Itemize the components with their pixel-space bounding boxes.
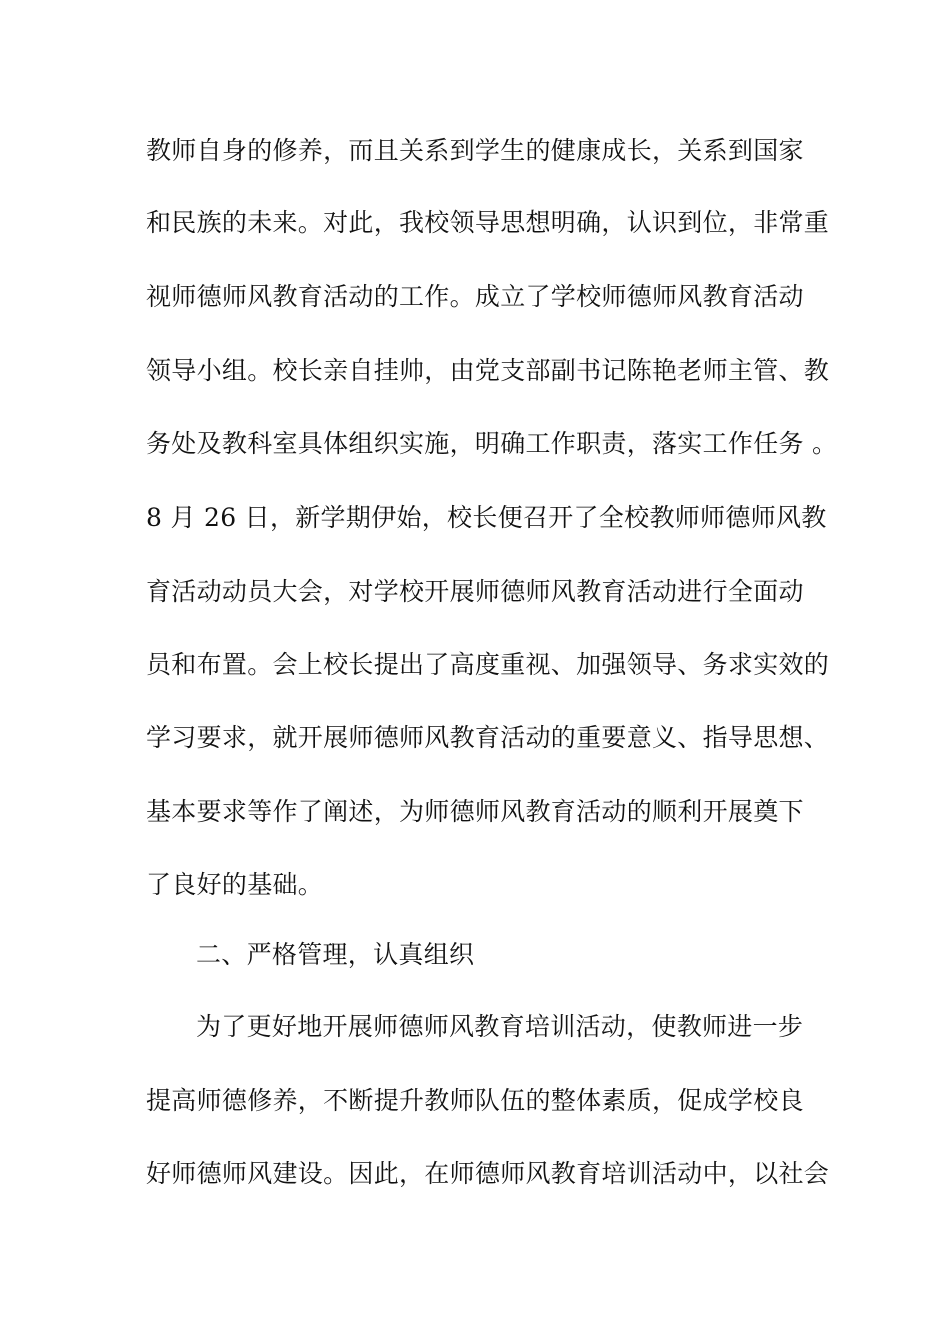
body-text-line: 好师德师风建设。因此，在师德师风教育培训活动中，以社会 (146, 1159, 830, 1188)
body-text-line: 教师自身的修养，而且关系到学生的健康成长，关系到国家 (146, 136, 804, 165)
body-text-line: 和民族的未来。对此，我校领导思想明确，认识到位，非常重 (146, 208, 830, 237)
section-heading: 二、严格管理，认真组织 (196, 940, 475, 969)
body-text-line: 学习要求，就开展师德师风教育活动的重要意义、指导思想、 (146, 723, 830, 752)
body-text-line: 了良好的基础。 (146, 870, 324, 899)
body-text-line: 育活动动员大会，对学校开展师德师风教育活动进行全面动 (146, 577, 804, 606)
body-text-line: 为了更好地开展师德师风教育培训活动，使教师进一步 (196, 1012, 804, 1041)
body-text-line: 务处及教科室具体组织实施，明确工作职责，落实工作任务 。 (146, 429, 838, 458)
body-text-line: 提高师德修养，不断提升教师队伍的整体素质，促成学校良 (146, 1086, 804, 1115)
body-text-line: 领导小组。校长亲自挂帅，由党支部副书记陈艳老师主管、教 (146, 356, 830, 385)
body-text-line: 员和布置。会上校长提出了高度重视、加强领导、务求实效的 (146, 650, 830, 679)
body-text-line: 基本要求等作了阐述，为师德师风教育活动的顺利开展奠下 (146, 797, 804, 826)
body-text-line: 8 月 26 日，新学期伊始，校长便召开了全校教师师德师风教 (146, 503, 827, 532)
body-text-line: 视师德师风教育活动的工作。成立了学校师德师风教育活动 (146, 282, 804, 311)
